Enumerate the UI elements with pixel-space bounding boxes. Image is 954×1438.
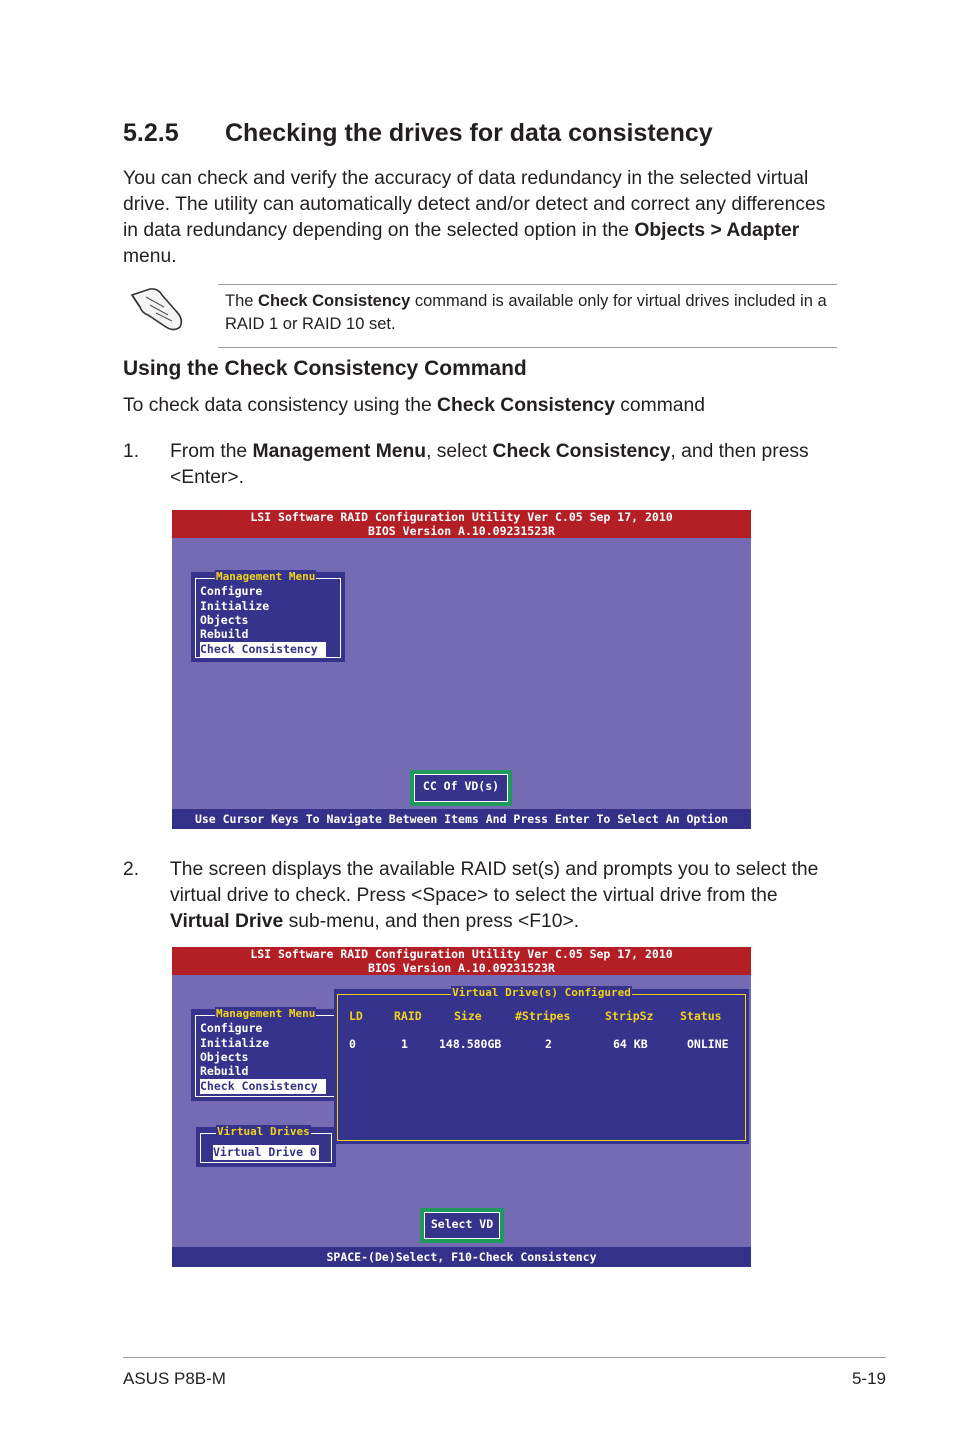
menu-item-configure[interactable]: Configure [200, 584, 263, 598]
screen-header [172, 947, 751, 975]
header-line1: LSI Software RAID Configuration Utility Ver C.05 Sep 17, 2010 [250, 510, 673, 524]
step-number: 1. [123, 441, 140, 462]
virtual-drives-menu [196, 1127, 336, 1167]
note-prefix: The [225, 292, 259, 310]
status-box [410, 770, 512, 806]
menu-item-objects[interactable]: Objects [200, 1050, 249, 1064]
column-header-ld: LD [349, 1009, 363, 1023]
cell-stripes: 2 [545, 1037, 552, 1051]
step2-t2: sub-menu, and then press <F10>. [283, 911, 580, 932]
menu-title [215, 1008, 316, 1020]
section-number: 5.2.5 [123, 119, 179, 147]
status-box [420, 1208, 504, 1243]
section-heading [123, 119, 713, 148]
management-menu [191, 1009, 341, 1101]
column-header-status: Status [680, 1009, 722, 1023]
lead-paragraph [123, 393, 843, 419]
note-suffix: command is available only for virtual drives included in a RAID 1 or RAID 10 set. [225, 292, 827, 333]
step1-t2: , select [426, 441, 493, 462]
subheading: Using the Check Consistency Command [123, 357, 527, 380]
cell-size: 148.580GB [439, 1037, 502, 1051]
note-text [225, 290, 837, 336]
bios-screen-2 [172, 947, 751, 1267]
step1-b2: Check Consistency [492, 441, 671, 462]
vd-menu-item[interactable]: Virtual Drive 0 [212, 1144, 320, 1161]
management-menu [191, 572, 345, 662]
intro-text-end: menu. [123, 246, 177, 267]
menu-item-initialize[interactable]: Initialize [200, 599, 270, 613]
menu-title [215, 571, 316, 583]
vd-table-title-text: Virtual Drive(s) Configured [452, 986, 631, 999]
virtual-drives-table [334, 986, 749, 1144]
step1-t1: From the [170, 441, 253, 462]
status-box-label: Select VD [424, 1212, 500, 1239]
intro-paragraph [123, 166, 843, 270]
menu-item-check-consistency[interactable]: Check Consistency [200, 642, 326, 657]
step2-b1: Virtual Drive [170, 911, 284, 932]
menu-item-objects[interactable]: Objects [200, 613, 249, 627]
cell-raid: 1 [401, 1037, 408, 1051]
step1-t3: , and then press <Enter>. [170, 441, 809, 488]
menu-item-configure[interactable]: Configure [200, 1021, 263, 1035]
step2-t1: The screen displays the available RAID set(s) and prompts you to select the virtual drive to check. Press <Space> to select the virtual drive from the [170, 859, 819, 906]
step-text [170, 439, 840, 491]
column-header-size: Size [454, 1009, 482, 1023]
status-box-label: CC Of VD(s) [414, 774, 508, 802]
vd-menu-title-text: Virtual Drives [217, 1125, 310, 1138]
menu-title-text: Management Menu [216, 570, 316, 583]
menu-item-rebuild[interactable]: Rebuild [200, 1064, 249, 1078]
menu-item-check-consistency[interactable]: Check Consistency [200, 1079, 326, 1094]
intro-bold-menu: Objects > Adapter [634, 220, 800, 241]
intro-text: You can check and verify the accuracy of data redundancy in the selected virtual drive. The utility can automatically detect and/or detect and correct any differences in data redundancy depending on the selected option in the [123, 168, 826, 241]
note-top-rule [218, 284, 837, 285]
cell-ld: 0 [349, 1037, 356, 1051]
header-line1: LSI Software RAID Configuration Utility Ver C.05 Sep 17, 2010 [250, 947, 673, 961]
vd-table-title [334, 987, 749, 999]
menu-item-rebuild[interactable]: Rebuild [200, 627, 249, 641]
step-text [170, 857, 840, 935]
column-header-stripes: #Stripes [515, 1009, 571, 1023]
bios-screen-1 [172, 510, 751, 829]
screen-header [172, 510, 751, 538]
note-bottom-rule [218, 347, 837, 348]
lead-bold: Check Consistency [437, 395, 615, 416]
cell-stripsz: 64 KB [613, 1037, 648, 1051]
hand-pointer-icon [128, 285, 190, 333]
section-title: Checking the drives for data consistency [225, 119, 713, 147]
footer-product: ASUS P8B-M [123, 1369, 226, 1388]
screen-footer: Use Cursor Keys To Navigate Between Items And Press Enter To Select An Option [172, 809, 751, 829]
lead-suffix: command [614, 395, 705, 416]
column-header-raid: RAID [394, 1009, 422, 1023]
header-line2: BIOS Version A.10.09231523R [368, 961, 555, 975]
menu-item-initialize[interactable]: Initialize [200, 1036, 270, 1050]
menu-title-text: Management Menu [216, 1007, 316, 1020]
cell-status: ONLINE [687, 1037, 729, 1051]
vd-menu-title [216, 1126, 311, 1138]
screen-footer: SPACE-(De)Select, F10-Check Consistency [172, 1247, 751, 1267]
step-number: 2. [123, 859, 140, 880]
column-header-stripsz: StripSz [605, 1009, 654, 1023]
header-line2: BIOS Version A.10.09231523R [368, 524, 555, 538]
step1-b1: Management Menu [252, 441, 427, 462]
note-bold: Check Consistency [258, 292, 411, 310]
footer-rule [123, 1357, 886, 1358]
page-number: 5-19 [851, 1369, 886, 1388]
lead-prefix: To check data consistency using the [123, 395, 438, 416]
